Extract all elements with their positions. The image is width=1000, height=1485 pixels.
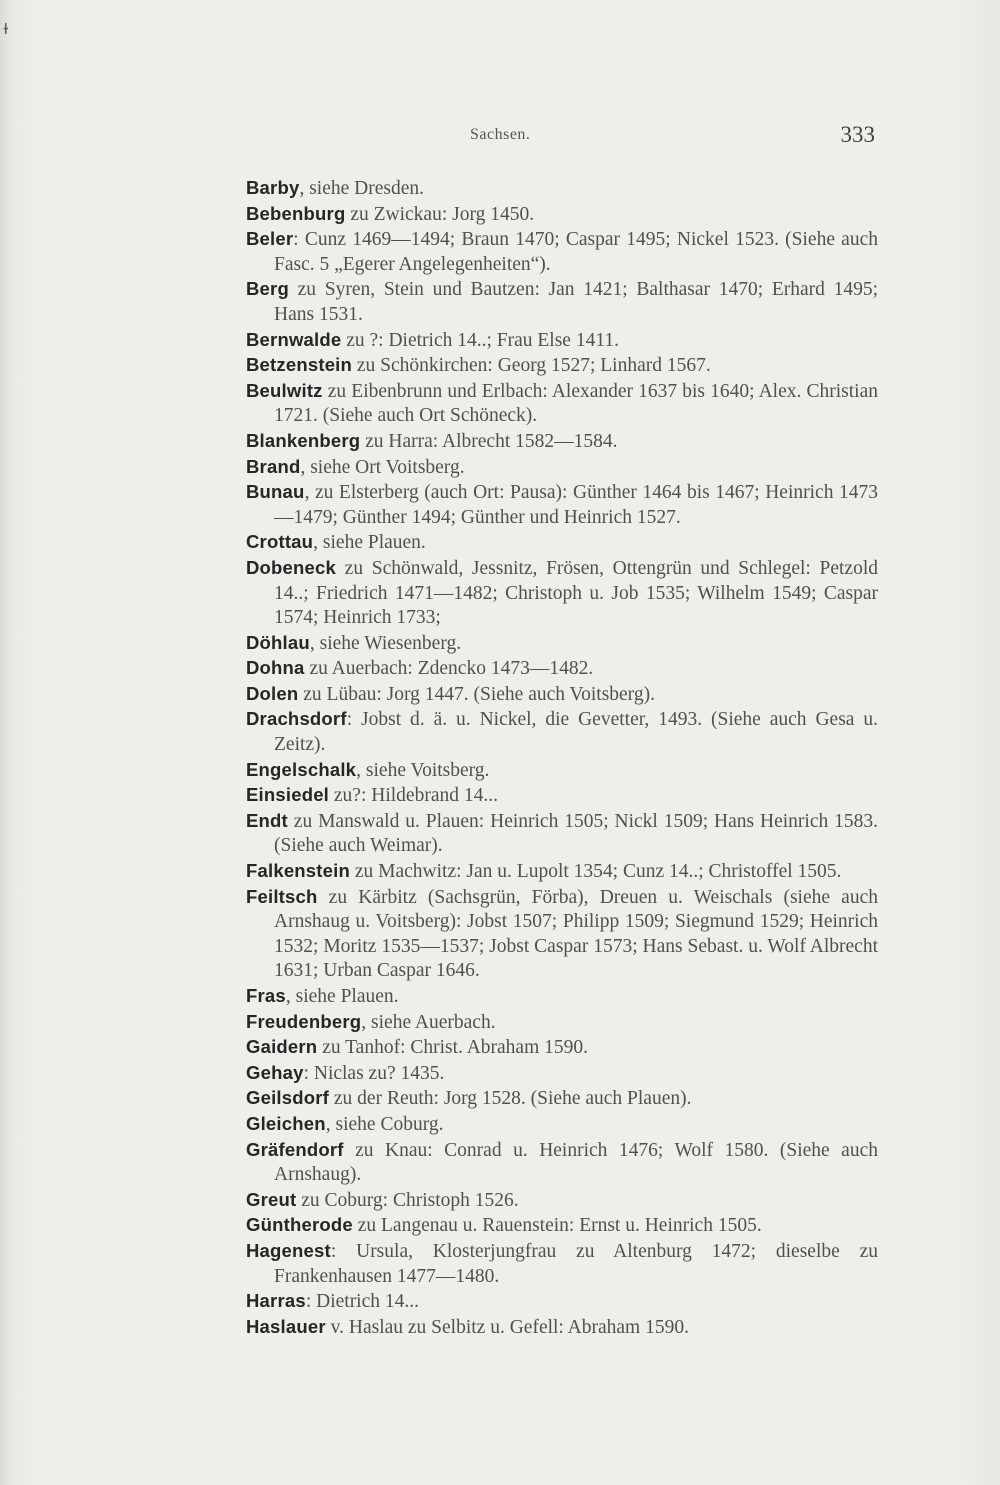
entry-name: Berg xyxy=(246,278,289,300)
entry-name: Dolen xyxy=(246,682,299,704)
entry xyxy=(246,783,878,809)
entry-name: Dohna xyxy=(246,657,305,679)
entry-name: Geilsdorf xyxy=(246,1087,330,1109)
entry-name: Feiltsch xyxy=(246,885,318,907)
entry-name: Crottau xyxy=(246,531,314,553)
entry xyxy=(246,1086,878,1112)
entry-name: Gräfendorf xyxy=(246,1138,344,1160)
entry-text: , siehe Plauen. xyxy=(313,532,426,554)
entry-text: zu Manswald u. Plauen: Heinrich 1505; Nickl 1509; Hans Heinrich 1583. (Siehe auch Weimar). xyxy=(274,810,878,857)
entry-text: , siehe Auerbach. xyxy=(361,1011,496,1033)
entry-name: Greut xyxy=(246,1188,297,1210)
entry-text: : Cunz 1469—1494; Braun 1470; Caspar 1495; Nickel 1523. (Siehe auch Fasc. 5 „Egerer Angelegenheiten“). xyxy=(274,229,878,275)
entry-name: Falkenstein xyxy=(246,860,350,882)
entry xyxy=(246,1112,878,1138)
entry-text: zu Harra: Albrecht 1582—1584. xyxy=(360,430,618,452)
entry-name: Betzenstein xyxy=(246,354,353,376)
entry-text: , siehe Dresden. xyxy=(299,178,424,199)
entry xyxy=(246,530,878,556)
entry-name: Blankenberg xyxy=(246,429,361,451)
entry-name: Einsiedel xyxy=(246,784,330,806)
entry xyxy=(246,1035,878,1061)
entry xyxy=(246,379,878,429)
entry xyxy=(246,1239,878,1289)
entry xyxy=(246,656,878,682)
entry-text: v. Haslau zu Selbitz u. Gefell: Abraham 1590. xyxy=(325,1316,689,1338)
entry-text: zu Schönwald, Jessnitz, Frösen, Ottengrün und Schlegel: Petzold 14..; Friedrich 1471—1482; Christoph u. Job 1535; Wilhelm 1549; Caspar 1574; Heinrich 1733; xyxy=(274,557,878,629)
entry xyxy=(246,809,878,859)
entry xyxy=(246,1188,878,1214)
entry-text: , siehe Coburg. xyxy=(325,1113,444,1135)
entry xyxy=(246,1213,878,1239)
entry-name: Haslauer xyxy=(246,1315,326,1337)
entry-name: Bunau xyxy=(246,481,305,503)
entry xyxy=(246,1010,878,1036)
entry-text: zu Eibenbrunn und Erlbach: Alexander 1637 bis 1640; Alex. Christian 1721. (Siehe auch Ort Schöneck). xyxy=(274,380,878,427)
entry-text: zu ?: Dietrich 14..; Frau Else 1411. xyxy=(341,329,619,351)
entry-name: Drachsdorf xyxy=(246,708,347,730)
entry-text: zu Auerbach: Zdencko 1473—1482. xyxy=(304,658,594,680)
entry-name: Bebenburg xyxy=(246,202,346,224)
entry xyxy=(246,1289,878,1315)
entry-text: zu Langenau u. Rauenstein: Ernst u. Heinrich 1505. xyxy=(352,1215,762,1237)
entry xyxy=(246,328,878,354)
entry xyxy=(246,455,878,481)
entry-text: : Niclas zu? 1435. xyxy=(303,1062,445,1084)
entry-name: Güntherode xyxy=(246,1214,353,1236)
entry-text: , zu Elsterberg (auch Ort: Pausa): Günther 1464 bis 1467; Heinrich 1473—1479; Günther 1494; Günther und Heinrich 1527. xyxy=(274,482,878,528)
entry-text: zu Machwitz: Jan u. Lupolt 1354; Cunz 14..; Christoffel 1505. xyxy=(350,861,842,883)
entry-name: Engelschalk xyxy=(246,758,357,780)
entry-name: Beler xyxy=(246,228,294,250)
entry-name: Gaidern xyxy=(246,1036,318,1058)
entry-name: Dobeneck xyxy=(246,556,337,578)
entry xyxy=(246,202,878,228)
entry-text: zu der Reuth: Jorg 1528. (Siehe auch Plauen). xyxy=(329,1088,692,1110)
entry xyxy=(246,859,878,885)
entry-text: , siehe Ort Voitsberg. xyxy=(300,456,465,478)
entry xyxy=(246,984,878,1010)
entry xyxy=(246,682,878,708)
entry-text: , siehe Voitsberg. xyxy=(356,759,490,781)
entry-text: , siehe Plauen. xyxy=(285,986,399,1007)
entry-name: Hagenest xyxy=(246,1239,331,1261)
entry-name: Beulwitz xyxy=(246,379,323,401)
entry-text: : Jobst d. ä. u. Nickel, die Gevetter, 1493. (Siehe auch Gesa u. Zeitz). xyxy=(274,709,878,756)
entry xyxy=(246,1315,878,1341)
entry-text: zu Knau: Conrad u. Heinrich 1476; Wolf 1580. (Siehe auch Arnshaug). xyxy=(274,1139,878,1186)
entry-name: Endt xyxy=(246,809,288,831)
entry-name: Barby xyxy=(246,177,300,198)
entry-text: zu Zwickau: Jorg 1450. xyxy=(345,203,535,225)
entry xyxy=(246,556,878,631)
entry-name: Gleichen xyxy=(246,1112,326,1134)
entry xyxy=(246,758,878,784)
entry xyxy=(246,429,878,455)
scan-mark: ɫ xyxy=(3,22,9,38)
entry xyxy=(246,480,878,530)
entry xyxy=(246,1138,878,1188)
entry-name: Harras xyxy=(246,1290,306,1312)
entry-text: zu Kärbitz (Sachsgrün, Förba), Dreuen u. Weischals (siehe auch Arnshaug u. Voitsberg): Jobst 1507; Philipp 1509; Siegmund 1529; Heinrich 1532; Moritz 1535—1537; Jobst Caspar 1573; Hans Sebast. u. Wolf Albrecht 1631; Urban Caspar 1646. xyxy=(274,886,878,982)
entry xyxy=(246,176,878,202)
entry-text: zu Coburg: Christoph 1526. xyxy=(296,1189,519,1211)
page-number: 333 xyxy=(840,122,875,147)
entry-text: : Dietrich 14... xyxy=(305,1291,420,1313)
entry-name: Bernwalde xyxy=(246,328,342,350)
entry-name: Brand xyxy=(246,455,301,477)
entry-text: zu Tanhof: Christ. Abraham 1590. xyxy=(317,1037,589,1059)
entry-name: Gehay xyxy=(246,1061,304,1083)
entry-name: Döhlau xyxy=(246,631,310,653)
entry-text: zu Schönkirchen: Georg 1527; Linhard 1567. xyxy=(352,355,711,377)
entry-list xyxy=(246,176,878,1340)
entry xyxy=(246,707,878,757)
entry xyxy=(246,1061,878,1087)
entry xyxy=(246,227,878,277)
entry xyxy=(246,277,878,327)
entry xyxy=(246,631,878,657)
entry-text: : Ursula, Klosterjungfrau zu Altenburg 1472; dieselbe zu Frankenhausen 1477—1480. xyxy=(274,1240,878,1287)
entry xyxy=(246,353,878,379)
page-header xyxy=(245,122,877,154)
running-head: Sachsen. xyxy=(470,126,531,143)
entry-name: Freudenberg xyxy=(246,1010,362,1032)
entry-text: zu?: Hildebrand 14... xyxy=(329,785,498,807)
entry-text: , siehe Wiesenberg. xyxy=(309,632,462,654)
entry-text: zu Lübau: Jorg 1447. (Siehe auch Voitsberg). xyxy=(298,683,655,705)
entry-name: Fras xyxy=(246,985,286,1006)
entry-text: zu Syren, Stein und Bautzen: Jan 1421; Balthasar 1470; Erhard 1495; Hans 1531. xyxy=(274,279,878,325)
entry xyxy=(246,885,878,984)
